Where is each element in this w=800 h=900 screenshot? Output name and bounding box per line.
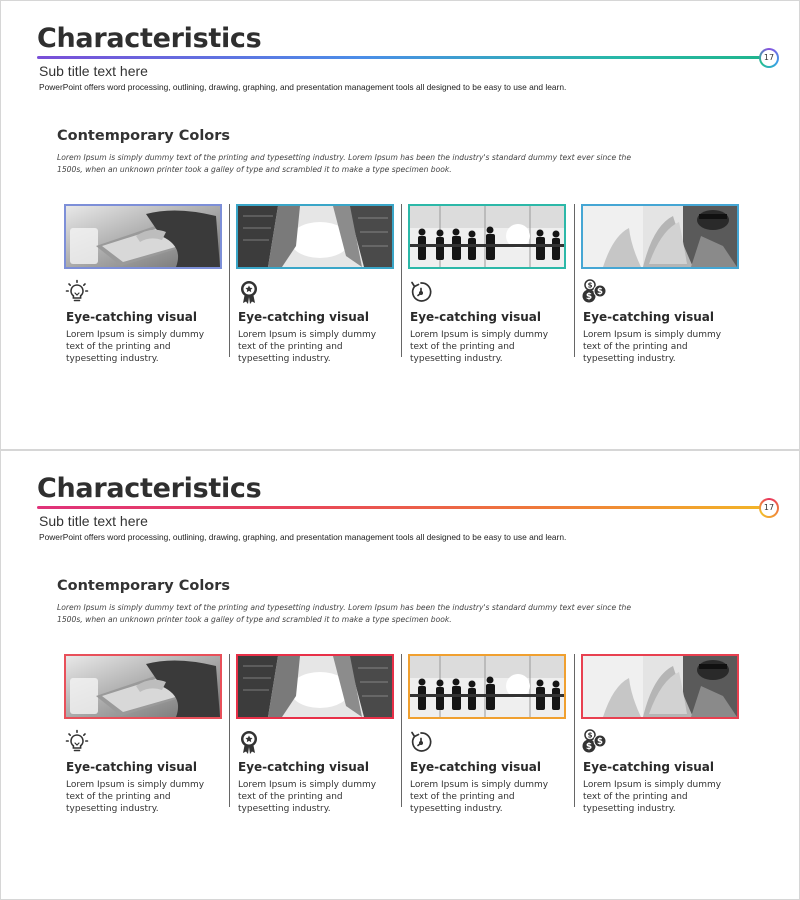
team-silhouettes-photo bbox=[408, 654, 566, 719]
tablet-hands-photo bbox=[64, 204, 222, 269]
slide-subtitle: Sub title text here bbox=[39, 63, 148, 79]
feature-card bbox=[236, 654, 402, 814]
page-number: 17 bbox=[761, 50, 777, 66]
feature-card bbox=[64, 204, 230, 364]
feature-card bbox=[581, 204, 747, 364]
card-title: Eye-catching visual bbox=[410, 760, 541, 774]
skyscrapers-photo bbox=[236, 204, 394, 269]
feature-card bbox=[64, 654, 230, 814]
rotate-arrow-icon bbox=[408, 729, 434, 755]
card-title: Eye-catching visual bbox=[238, 310, 369, 324]
card-text: Lorem Ipsum is simply dummy text of the printing and typesetting industry. bbox=[583, 330, 722, 364]
coins-dollar-icon bbox=[581, 729, 607, 755]
card-text: Lorem Ipsum is simply dummy text of the printing and typesetting industry. bbox=[66, 780, 205, 814]
card-title: Eye-catching visual bbox=[66, 310, 197, 324]
card-title: Eye-catching visual bbox=[583, 310, 714, 324]
svg-text:$: $ bbox=[597, 287, 603, 298]
clapping-hands-photo bbox=[581, 654, 739, 719]
page-number-badge bbox=[759, 498, 779, 518]
card-title: Eye-catching visual bbox=[583, 760, 714, 774]
slide-description: PowerPoint offers word processing, outlining, drawing, graphing, and presentation management tools all designed to be easy to use and learn. bbox=[39, 82, 567, 92]
rotate-arrow-icon bbox=[408, 279, 434, 305]
cards-row bbox=[57, 654, 757, 824]
svg-text:$: $ bbox=[597, 737, 603, 748]
svg-text:$: $ bbox=[587, 281, 593, 290]
section-text: Lorem Ipsum is simply dummy text of the printing and typesetting industry. Lorem Ipsum has been the industry's standard dummy text ever since the 1500s, when an unknown printer took a galley of type and scrambled it to make a type specimen book. bbox=[57, 603, 631, 624]
slide-title: Characteristics bbox=[37, 473, 262, 504]
card-text: Lorem Ipsum is simply dummy text of the printing and typesetting industry. bbox=[410, 780, 549, 814]
section-text: Lorem Ipsum is simply dummy text of the printing and typesetting industry. Lorem Ipsum has been the industry's standard dummy text ever since the 1500s, when an unknown printer took a galley of type and scrambled it to make a type specimen book. bbox=[57, 153, 631, 174]
award-medal-icon bbox=[236, 279, 262, 305]
card-divider bbox=[574, 204, 575, 357]
team-silhouettes-photo bbox=[408, 204, 566, 269]
card-text: Lorem Ipsum is simply dummy text of the printing and typesetting industry. bbox=[410, 330, 549, 364]
card-title: Eye-catching visual bbox=[66, 760, 197, 774]
slide-description: PowerPoint offers word processing, outlining, drawing, graphing, and presentation management tools all designed to be easy to use and learn. bbox=[39, 532, 567, 542]
slide-subtitle: Sub title text here bbox=[39, 513, 148, 529]
feature-card bbox=[236, 204, 402, 364]
lightbulb-icon bbox=[64, 729, 90, 755]
svg-text:$: $ bbox=[585, 742, 593, 753]
feature-card bbox=[408, 204, 574, 364]
feature-card bbox=[581, 654, 747, 814]
page-number: 17 bbox=[761, 500, 777, 516]
slide-2[interactable] bbox=[0, 450, 800, 900]
award-medal-icon bbox=[236, 729, 262, 755]
feature-card bbox=[408, 654, 574, 814]
card-text: Lorem Ipsum is simply dummy text of the printing and typesetting industry. bbox=[238, 330, 377, 364]
clapping-hands-photo bbox=[581, 204, 739, 269]
section-title: Contemporary Colors bbox=[57, 578, 231, 594]
title-underline bbox=[37, 56, 761, 59]
cards-row bbox=[57, 204, 757, 374]
card-title: Eye-catching visual bbox=[238, 760, 369, 774]
card-text: Lorem Ipsum is simply dummy text of the printing and typesetting industry. bbox=[583, 780, 722, 814]
tablet-hands-photo bbox=[64, 654, 222, 719]
card-text: Lorem Ipsum is simply dummy text of the printing and typesetting industry. bbox=[66, 330, 205, 364]
coins-dollar-icon bbox=[581, 279, 607, 305]
card-text: Lorem Ipsum is simply dummy text of the printing and typesetting industry. bbox=[238, 780, 377, 814]
skyscrapers-photo bbox=[236, 654, 394, 719]
svg-text:$: $ bbox=[587, 731, 593, 740]
card-title: Eye-catching visual bbox=[410, 310, 541, 324]
card-divider bbox=[574, 654, 575, 807]
slide-title: Characteristics bbox=[37, 23, 262, 54]
page-number-badge bbox=[759, 48, 779, 68]
title-underline bbox=[37, 506, 761, 509]
svg-text:$: $ bbox=[585, 292, 593, 303]
section-title: Contemporary Colors bbox=[57, 128, 231, 144]
lightbulb-icon bbox=[64, 279, 90, 305]
